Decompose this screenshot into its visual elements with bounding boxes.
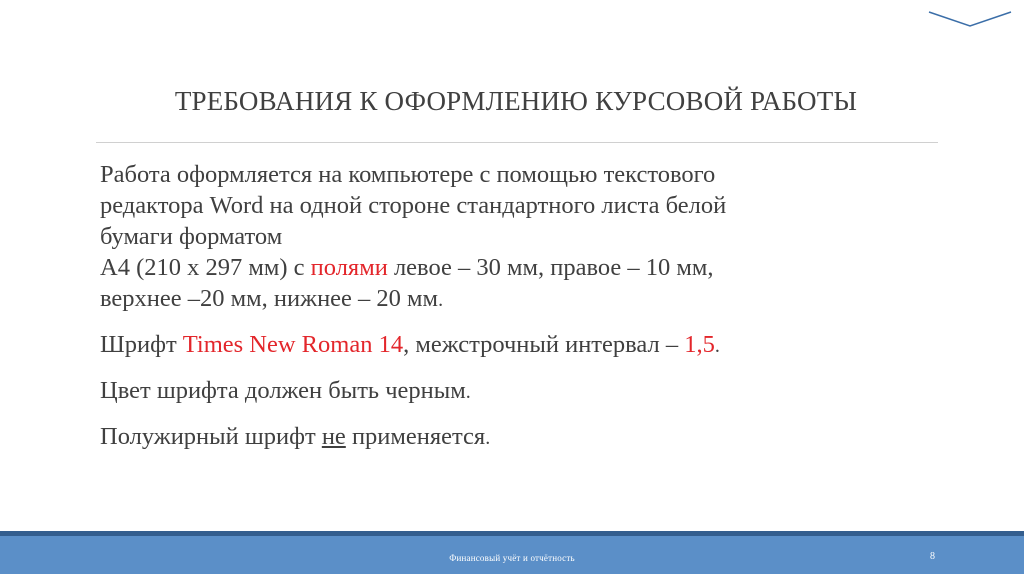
text-line: бумаги форматом: [100, 223, 283, 250]
paragraph-bold: [100, 421, 930, 454]
text-run: Полужирный шрифт: [100, 423, 322, 450]
text-line: [100, 252, 930, 283]
paragraph-font: [100, 329, 930, 362]
page-number: 8: [930, 551, 935, 562]
paragraph-font-color: [100, 375, 930, 408]
text-period: .: [714, 335, 720, 357]
text-period: .: [465, 381, 471, 403]
text-line: [100, 283, 930, 316]
text-line: Работа оформляется на компьютере с помощью текстового: [100, 161, 716, 188]
text-run: Цвет шрифта должен быть черным: [100, 377, 466, 404]
text-line: [100, 421, 930, 454]
slide-body: [100, 159, 930, 467]
title-divider: [96, 142, 938, 143]
text-run: , межстрочный интервал –: [403, 331, 685, 358]
text-run: А4 (210 х 297 мм) с: [100, 254, 311, 281]
highlight-margins: полями: [310, 254, 388, 281]
highlight-font-name: Times New Roman 14: [182, 331, 404, 358]
footer-text: Финансовый учёт и отчётность: [449, 553, 575, 563]
text-period: .: [438, 289, 444, 311]
text-period: .: [485, 427, 491, 449]
underlined-word: не: [321, 423, 346, 450]
text-run: верхнее –20 мм, нижнее – 20 мм: [100, 285, 439, 312]
chevron-decoration-icon: [925, 6, 1015, 30]
slide-title: ТРЕБОВАНИЯ К ОФОРМЛЕНИЮ КУРСОВОЙ РАБОТЫ: [174, 86, 858, 116]
text-run: применяется: [345, 423, 486, 450]
text-line: редактора Word на одной стороне стандартного листа белой: [100, 192, 727, 219]
text-line: [100, 375, 930, 408]
text-run: Шрифт: [100, 331, 183, 358]
text-run: левое – 30 мм, правое – 10 мм,: [387, 254, 714, 281]
text-line: [100, 329, 930, 362]
highlight-line-spacing: 1,5: [684, 331, 715, 358]
paragraph-page-setup: [100, 159, 930, 316]
